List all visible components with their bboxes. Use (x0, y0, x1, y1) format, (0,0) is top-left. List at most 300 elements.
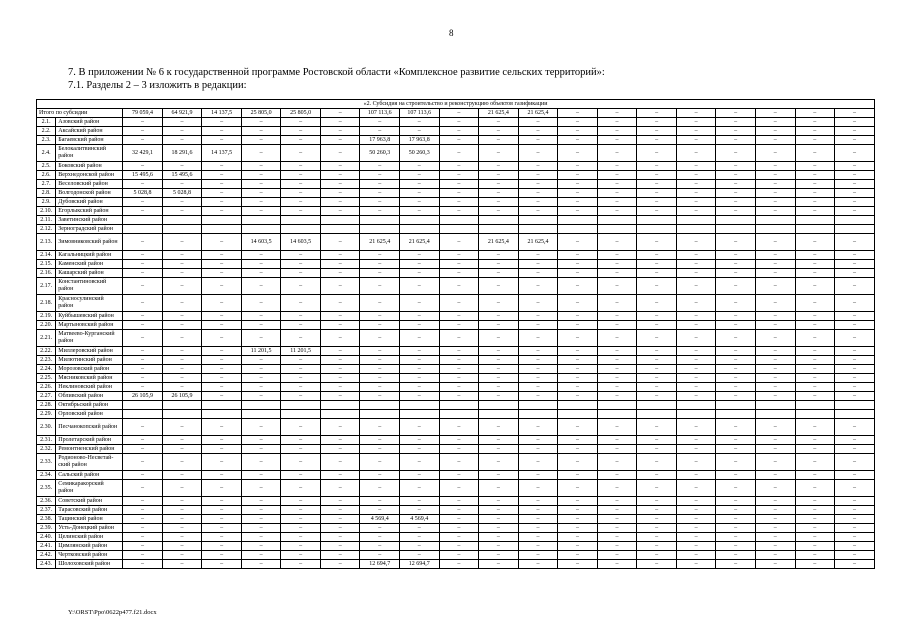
value-cell: – (835, 330, 875, 347)
value-cell: 21 625,4 (400, 234, 440, 251)
value-cell: – (162, 295, 202, 312)
value-cell (597, 216, 637, 225)
value-cell: – (716, 251, 756, 260)
row-number: 2.33. (37, 454, 56, 471)
value-cell: – (755, 445, 795, 454)
value-cell: – (162, 251, 202, 260)
value-cell: – (439, 171, 479, 180)
table-row (37, 410, 875, 419)
value-cell: – (518, 471, 558, 480)
value-cell: – (360, 524, 400, 533)
value-cell: – (479, 312, 519, 321)
value-cell: – (202, 162, 242, 171)
value-cell: – (162, 234, 202, 251)
value-cell: – (202, 198, 242, 207)
value-cell: – (123, 330, 163, 347)
value-cell: – (795, 551, 835, 560)
value-cell (755, 225, 795, 234)
value-cell: – (479, 515, 519, 524)
value-cell: 25 805,0 (281, 109, 321, 118)
value-cell (400, 225, 440, 234)
value-cell: – (795, 278, 835, 295)
table-title: «2. Субсидия на строительство и реконструкцию объектов газификации (37, 100, 875, 109)
value-cell: – (162, 365, 202, 374)
value-cell: – (835, 533, 875, 542)
value-cell: – (755, 480, 795, 497)
value-cell: – (439, 356, 479, 365)
table-row (37, 118, 875, 127)
subsection-heading: 7.1. Разделы 2 – 3 изложить в редакции: (68, 80, 247, 91)
value-cell: – (558, 436, 598, 445)
value-cell: – (281, 180, 321, 189)
value-cell: – (281, 445, 321, 454)
value-cell: – (835, 269, 875, 278)
value-cell: – (558, 560, 598, 569)
value-cell (558, 216, 598, 225)
value-cell: 21 625,4 (518, 109, 558, 118)
value-cell: – (795, 180, 835, 189)
value-cell: – (241, 471, 281, 480)
value-cell: – (162, 454, 202, 471)
table-row (37, 445, 875, 454)
district-name: Морозовский район (56, 365, 123, 374)
value-cell: 12 694,7 (400, 560, 440, 569)
value-cell: – (360, 330, 400, 347)
value-cell: – (518, 383, 558, 392)
value-cell: – (518, 260, 558, 269)
value-cell: – (755, 330, 795, 347)
table-row (37, 515, 875, 524)
table-row (37, 560, 875, 569)
value-cell: – (795, 127, 835, 136)
value-cell: – (795, 189, 835, 198)
value-cell: – (320, 171, 360, 180)
table-row (37, 127, 875, 136)
value-cell: – (676, 145, 716, 162)
value-cell: 50 260,3 (360, 145, 400, 162)
value-cell: – (400, 445, 440, 454)
value-cell: – (320, 260, 360, 269)
value-cell (676, 410, 716, 419)
value-cell (241, 216, 281, 225)
value-cell: – (320, 454, 360, 471)
value-cell: – (360, 312, 400, 321)
value-cell: – (281, 136, 321, 145)
value-cell: – (795, 171, 835, 180)
value-cell: – (637, 180, 677, 189)
district-name: Песчанокопский район (56, 419, 123, 436)
value-cell: – (479, 189, 519, 198)
value-cell: – (716, 198, 756, 207)
value-cell: – (479, 136, 519, 145)
row-number: 2.31. (37, 436, 56, 445)
value-cell: – (202, 312, 242, 321)
value-cell: – (162, 127, 202, 136)
value-cell: – (400, 321, 440, 330)
value-cell: – (241, 524, 281, 533)
value-cell: – (755, 365, 795, 374)
value-cell: – (479, 445, 519, 454)
value-cell: – (439, 347, 479, 356)
value-cell: – (320, 118, 360, 127)
value-cell: – (637, 162, 677, 171)
value-cell: – (795, 497, 835, 506)
value-cell: 12 694,7 (360, 560, 400, 569)
value-cell: – (597, 234, 637, 251)
value-cell: – (676, 533, 716, 542)
value-cell: – (755, 260, 795, 269)
value-cell: 79 059,4 (123, 109, 163, 118)
value-cell (320, 225, 360, 234)
value-cell: – (676, 515, 716, 524)
table-row (37, 225, 875, 234)
value-cell: – (162, 198, 202, 207)
table-row (37, 471, 875, 480)
table-row (37, 321, 875, 330)
value-cell: – (123, 312, 163, 321)
row-number: 2.20. (37, 321, 56, 330)
district-name: Родионово-Несветай-ский район (56, 454, 123, 471)
value-cell: – (281, 419, 321, 436)
value-cell: – (123, 533, 163, 542)
value-cell: – (637, 445, 677, 454)
value-cell: – (202, 118, 242, 127)
value-cell: – (439, 515, 479, 524)
district-name: Целинский район (56, 533, 123, 542)
value-cell: – (755, 198, 795, 207)
value-cell (360, 401, 400, 410)
value-cell: – (637, 551, 677, 560)
value-cell: – (755, 321, 795, 330)
value-cell: – (835, 321, 875, 330)
table-row (37, 312, 875, 321)
value-cell: – (795, 207, 835, 216)
value-cell: – (281, 171, 321, 180)
value-cell: – (755, 109, 795, 118)
value-cell: – (716, 454, 756, 471)
value-cell: – (597, 171, 637, 180)
value-cell: – (795, 392, 835, 401)
value-cell: – (320, 515, 360, 524)
value-cell: – (835, 109, 875, 118)
value-cell: – (123, 551, 163, 560)
value-cell: – (202, 330, 242, 347)
value-cell: – (162, 497, 202, 506)
value-cell: – (320, 392, 360, 401)
value-cell: – (439, 524, 479, 533)
value-cell: – (835, 374, 875, 383)
row-number: 2.43. (37, 560, 56, 569)
value-cell: – (795, 234, 835, 251)
value-cell: – (241, 189, 281, 198)
value-cell: – (597, 251, 637, 260)
value-cell: – (241, 506, 281, 515)
value-cell: – (439, 560, 479, 569)
value-cell: – (162, 321, 202, 330)
value-cell (676, 225, 716, 234)
district-name: Заветинский район (56, 216, 123, 225)
value-cell: – (202, 207, 242, 216)
value-cell: – (637, 251, 677, 260)
value-cell: – (202, 471, 242, 480)
value-cell: – (558, 419, 598, 436)
value-cell: – (320, 524, 360, 533)
value-cell: – (795, 480, 835, 497)
value-cell: – (162, 480, 202, 497)
value-cell: – (637, 419, 677, 436)
value-cell: 5 028,8 (123, 189, 163, 198)
value-cell: – (400, 383, 440, 392)
value-cell (518, 401, 558, 410)
value-cell: – (518, 374, 558, 383)
value-cell: – (558, 533, 598, 542)
value-cell: – (123, 419, 163, 436)
value-cell: – (755, 118, 795, 127)
value-cell: – (123, 445, 163, 454)
value-cell: – (518, 356, 558, 365)
value-cell: – (637, 383, 677, 392)
value-cell (123, 225, 163, 234)
value-cell: – (202, 560, 242, 569)
value-cell: – (795, 145, 835, 162)
value-cell: – (439, 542, 479, 551)
value-cell: – (123, 321, 163, 330)
value-cell: – (320, 419, 360, 436)
value-cell: – (518, 454, 558, 471)
value-cell: – (637, 506, 677, 515)
value-cell: – (320, 189, 360, 198)
value-cell: – (558, 392, 598, 401)
district-name: Семикаракорский район (56, 480, 123, 497)
value-cell: – (835, 118, 875, 127)
value-cell: – (162, 471, 202, 480)
table-row (37, 347, 875, 356)
value-cell: – (202, 180, 242, 189)
value-cell: 4 569,4 (360, 515, 400, 524)
value-cell: – (755, 533, 795, 542)
value-cell: – (835, 207, 875, 216)
value-cell: – (518, 365, 558, 374)
value-cell (400, 216, 440, 225)
value-cell (241, 401, 281, 410)
value-cell (479, 401, 519, 410)
value-cell: – (360, 198, 400, 207)
value-cell: 15 495,6 (123, 171, 163, 180)
value-cell: 32 429,1 (123, 145, 163, 162)
value-cell: – (835, 515, 875, 524)
district-name: Куйбышевский район (56, 312, 123, 321)
value-cell: – (558, 542, 598, 551)
value-cell: – (597, 551, 637, 560)
value-cell: – (518, 171, 558, 180)
value-cell: – (439, 383, 479, 392)
district-name: Неклиновский район (56, 383, 123, 392)
value-cell: – (676, 374, 716, 383)
value-cell: – (281, 269, 321, 278)
value-cell: – (202, 260, 242, 269)
value-cell: – (637, 347, 677, 356)
value-cell: – (676, 278, 716, 295)
value-cell: – (676, 118, 716, 127)
value-cell: – (835, 145, 875, 162)
value-cell: – (795, 506, 835, 515)
district-name: Миллеровский район (56, 347, 123, 356)
table-row (37, 171, 875, 180)
value-cell: – (162, 374, 202, 383)
value-cell: – (637, 269, 677, 278)
value-cell: – (241, 198, 281, 207)
value-cell: 5 028,8 (162, 189, 202, 198)
row-number: 2.39. (37, 524, 56, 533)
value-cell: – (716, 321, 756, 330)
value-cell: – (676, 234, 716, 251)
value-cell: – (716, 109, 756, 118)
value-cell: – (716, 365, 756, 374)
value-cell: – (320, 436, 360, 445)
value-cell: – (202, 542, 242, 551)
table-row (37, 392, 875, 401)
value-cell: – (558, 445, 598, 454)
value-cell: – (281, 383, 321, 392)
value-cell: – (835, 497, 875, 506)
district-name: Кашарский район (56, 269, 123, 278)
value-cell: – (835, 471, 875, 480)
value-cell: – (835, 445, 875, 454)
value-cell: – (320, 162, 360, 171)
value-cell: – (676, 560, 716, 569)
value-cell (400, 410, 440, 419)
value-cell: – (558, 198, 598, 207)
value-cell: 14 137,5 (202, 145, 242, 162)
value-cell: – (162, 207, 202, 216)
value-cell: – (360, 374, 400, 383)
value-cell: – (162, 162, 202, 171)
value-cell: – (637, 542, 677, 551)
value-cell: – (597, 330, 637, 347)
district-name: Кагальницкий район (56, 251, 123, 260)
table-row (37, 269, 875, 278)
value-cell: – (597, 347, 637, 356)
value-cell: – (320, 480, 360, 497)
value-cell: – (439, 127, 479, 136)
district-name: Сальский район (56, 471, 123, 480)
value-cell: – (716, 180, 756, 189)
value-cell (202, 225, 242, 234)
value-cell: – (597, 506, 637, 515)
value-cell: – (202, 497, 242, 506)
value-cell (637, 225, 677, 234)
value-cell: – (281, 471, 321, 480)
value-cell: – (123, 506, 163, 515)
value-cell (716, 401, 756, 410)
value-cell: – (795, 312, 835, 321)
value-cell: – (795, 524, 835, 533)
table-row (37, 189, 875, 198)
value-cell: – (676, 356, 716, 365)
value-cell: – (241, 118, 281, 127)
district-name: Дубовский район (56, 198, 123, 207)
value-cell: – (597, 533, 637, 542)
value-cell: – (558, 180, 598, 189)
value-cell: – (716, 356, 756, 365)
row-number: 2.41. (37, 542, 56, 551)
value-cell: – (202, 551, 242, 560)
value-cell: – (637, 365, 677, 374)
value-cell: – (202, 295, 242, 312)
value-cell: – (755, 136, 795, 145)
value-cell: – (320, 445, 360, 454)
value-cell: – (755, 392, 795, 401)
value-cell: – (795, 162, 835, 171)
value-cell: – (360, 445, 400, 454)
value-cell: – (360, 471, 400, 480)
value-cell: – (479, 454, 519, 471)
value-cell: – (755, 189, 795, 198)
value-cell: – (320, 356, 360, 365)
value-cell (281, 401, 321, 410)
value-cell: – (518, 524, 558, 533)
value-cell: – (479, 278, 519, 295)
value-cell: – (241, 560, 281, 569)
value-cell: – (162, 506, 202, 515)
value-cell: – (597, 127, 637, 136)
value-cell: – (123, 436, 163, 445)
value-cell: – (676, 330, 716, 347)
value-cell: – (676, 269, 716, 278)
row-number: 2.4. (37, 145, 56, 162)
value-cell: – (400, 347, 440, 356)
value-cell: – (400, 436, 440, 445)
value-cell: – (439, 189, 479, 198)
table-row (37, 454, 875, 471)
value-cell: – (360, 269, 400, 278)
district-name: Мясниковский район (56, 374, 123, 383)
value-cell: – (676, 251, 716, 260)
value-cell: – (241, 321, 281, 330)
value-cell (123, 216, 163, 225)
value-cell: – (241, 145, 281, 162)
value-cell: – (676, 436, 716, 445)
value-cell: – (281, 506, 321, 515)
value-cell: – (676, 480, 716, 497)
value-cell: – (123, 251, 163, 260)
district-name: Верхнедонской район (56, 171, 123, 180)
value-cell: – (439, 312, 479, 321)
value-cell: – (439, 419, 479, 436)
value-cell: – (360, 278, 400, 295)
row-number: 2.12. (37, 225, 56, 234)
value-cell: – (558, 480, 598, 497)
value-cell: – (400, 471, 440, 480)
value-cell: – (241, 278, 281, 295)
value-cell: – (439, 109, 479, 118)
value-cell: – (123, 127, 163, 136)
row-number: 2.2. (37, 127, 56, 136)
value-cell: – (320, 234, 360, 251)
value-cell (835, 410, 875, 419)
district-name: Егорлыкский район (56, 207, 123, 216)
value-cell: – (479, 269, 519, 278)
value-cell: – (558, 497, 598, 506)
table-row (37, 180, 875, 189)
value-cell: – (795, 109, 835, 118)
value-cell: – (518, 321, 558, 330)
value-cell (716, 225, 756, 234)
value-cell: – (637, 260, 677, 269)
value-cell: – (558, 127, 598, 136)
value-cell: – (360, 542, 400, 551)
value-cell (795, 410, 835, 419)
